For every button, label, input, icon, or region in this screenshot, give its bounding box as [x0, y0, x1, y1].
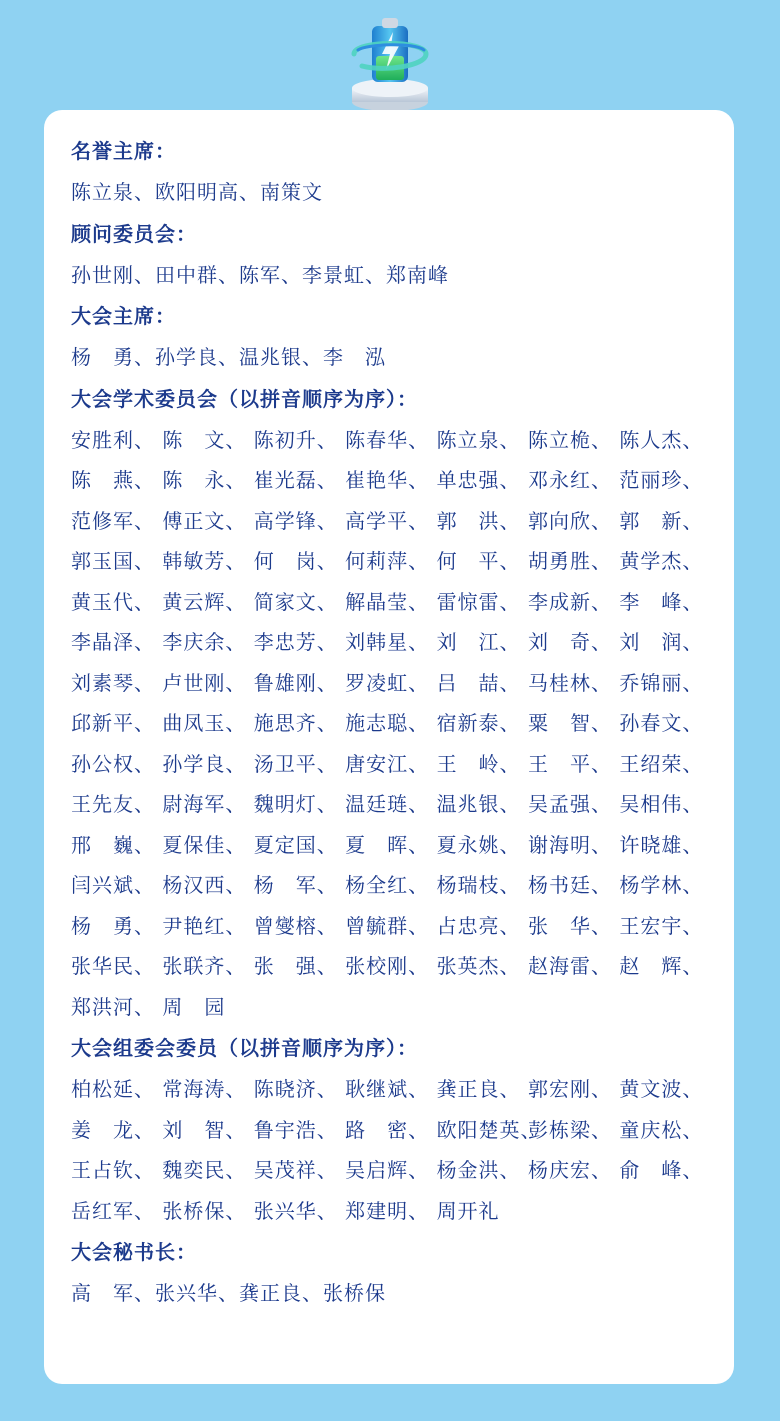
- member-name: 陈立泉、: [436, 427, 521, 452]
- member-name: 赵 辉、: [619, 954, 704, 978]
- member-name: 吴相伟、: [619, 792, 704, 816]
- member-name: 汤卫平、: [253, 751, 338, 776]
- member-name: 范修军、: [71, 508, 155, 533]
- member-name: 张英杰、: [436, 954, 521, 978]
- member-name: 施思齐、: [253, 711, 338, 735]
- member-name: 孙春文、: [619, 711, 704, 735]
- member-name: 高 军、: [71, 1281, 155, 1305]
- member-name: 吴启辉、: [345, 1158, 430, 1182]
- member-name: 杨 军、: [253, 873, 338, 897]
- member-name: 马桂林、: [527, 670, 612, 695]
- member-name: 陈立泉、: [71, 180, 155, 204]
- member-name: 邓永红、: [527, 468, 612, 492]
- member-name: 吕 喆、: [436, 670, 521, 695]
- member-name: 姜 龙、: [71, 1117, 155, 1142]
- member-name: 龚正良、: [436, 1077, 521, 1101]
- member-name: 李庆余、: [162, 630, 247, 654]
- member-name: 刘 润、: [619, 630, 704, 654]
- member-name: 安胜利、: [71, 427, 155, 452]
- member-name: 魏奕民、: [162, 1158, 247, 1182]
- member-name: 龚正良、: [239, 1281, 323, 1305]
- member-name: 田中群、: [155, 262, 239, 287]
- member-name: 李景虹、: [302, 262, 386, 287]
- member-name: 傅正文、: [162, 508, 247, 533]
- member-name: 张联齐、: [162, 954, 247, 978]
- member-name: 王 平、: [527, 751, 612, 776]
- committee-section: [71, 1237, 734, 1314]
- member-name: 曾毓群、: [345, 913, 430, 938]
- section-title: 大会主席：: [71, 304, 176, 328]
- member-name: 杨瑞枝、: [436, 873, 521, 897]
- member-name: 杨 勇、: [71, 345, 155, 369]
- member-name: 彭栋梁、: [527, 1117, 612, 1142]
- member-name: 郑建明、: [345, 1198, 430, 1223]
- member-name: 谢海明、: [527, 832, 612, 857]
- battery-logo-icon: [344, 10, 436, 112]
- member-name: 李晶泽、: [71, 630, 155, 654]
- member-name: 唐安江、: [345, 751, 430, 776]
- member-name: 刘韩星、: [345, 630, 430, 654]
- member-name: 童庆松、: [619, 1117, 704, 1142]
- member-name: 尹艳红、: [162, 913, 247, 938]
- member-name: 夏永姚、: [436, 832, 521, 857]
- member-name: 尉海军、: [162, 792, 247, 816]
- committee-section: [71, 384, 734, 1028]
- member-name: 郑南峰: [386, 262, 449, 287]
- member-name: 许晓雄、: [619, 832, 704, 857]
- section-title: 名誉主席：: [71, 139, 176, 163]
- committee-section: [71, 1033, 734, 1231]
- member-name: 王宏宇、: [619, 913, 704, 938]
- member-name: 夏定国、: [253, 832, 338, 857]
- member-name: 宿新泰、: [436, 711, 521, 735]
- name-list: [71, 337, 711, 378]
- member-name: 王先友、: [71, 792, 155, 816]
- member-name: 张桥保: [323, 1281, 386, 1305]
- name-list: [71, 1069, 711, 1231]
- member-name: 张兴华、: [155, 1281, 239, 1305]
- member-name: 陈春华、: [345, 427, 430, 452]
- member-name: 韩敏芳、: [162, 549, 247, 573]
- member-name: 陈 文、: [162, 427, 247, 452]
- member-name: 高学锋、: [253, 508, 338, 533]
- member-name: 欧阳楚英、: [436, 1117, 542, 1142]
- member-name: 杨汉西、: [162, 873, 247, 897]
- section-title: 顾问委员会：: [71, 221, 197, 246]
- member-name: 邢 巍、: [71, 832, 155, 857]
- member-name: 吴孟强、: [527, 792, 612, 816]
- member-name: 李 峰、: [619, 589, 704, 614]
- member-name: 陈军、: [239, 262, 302, 287]
- name-list: [71, 255, 711, 296]
- member-name: 郭向欣、: [527, 508, 612, 533]
- member-name: 郑洪河、: [71, 994, 155, 1019]
- member-name: 粟 智、: [527, 711, 612, 735]
- member-name: 李成新、: [527, 589, 612, 614]
- committee-section: [71, 219, 734, 296]
- section-title: 大会组委会委员（以拼音顺序为序）：: [71, 1036, 418, 1060]
- member-name: 杨金洪、: [436, 1158, 521, 1182]
- member-name: 鲁雄刚、: [253, 670, 338, 695]
- member-name: 何 平、: [436, 549, 521, 573]
- member-name: 杨 勇、: [71, 913, 155, 938]
- member-name: 张 强、: [253, 954, 338, 978]
- member-name: 路 密、: [345, 1117, 430, 1142]
- member-name: 南策文: [260, 180, 323, 204]
- member-name: 闫兴斌、: [71, 873, 155, 897]
- member-name: 陈立桅、: [527, 427, 612, 452]
- member-name: 郭玉国、: [71, 549, 155, 573]
- member-name: 柏松延、: [71, 1077, 155, 1101]
- committee-section: [71, 301, 734, 378]
- member-name: 鲁宇浩、: [253, 1117, 338, 1142]
- member-name: 温廷琏、: [345, 792, 430, 816]
- member-name: 孙学良、: [162, 751, 247, 776]
- member-name: 高学平、: [345, 508, 430, 533]
- member-name: 赵海雷、: [527, 954, 612, 978]
- member-name: 李忠芳、: [253, 630, 338, 654]
- member-name: 杨书廷、: [527, 873, 612, 897]
- member-name: 刘 江、: [436, 630, 521, 654]
- member-name: 张兴华、: [253, 1198, 338, 1223]
- member-name: 杨庆宏、: [527, 1158, 612, 1182]
- member-name: 郭宏刚、: [527, 1077, 612, 1101]
- member-name: 耿继斌、: [345, 1077, 430, 1101]
- member-name: 杨全红、: [345, 873, 430, 897]
- member-name: 陈晓济、: [253, 1077, 338, 1101]
- member-name: 李 泓: [323, 345, 386, 369]
- member-name: 王 岭、: [436, 751, 521, 776]
- member-name: 张校刚、: [345, 954, 430, 978]
- member-name: 刘 奇、: [527, 630, 612, 654]
- member-name: 孙学良、: [155, 345, 239, 369]
- member-name: 王占钦、: [71, 1158, 155, 1182]
- member-name: 孙公权、: [71, 751, 155, 776]
- member-name: 吴茂祥、: [253, 1158, 338, 1182]
- member-name: 王绍荣、: [619, 751, 704, 776]
- member-name: 胡勇胜、: [527, 549, 612, 573]
- member-name: 温兆银、: [239, 345, 323, 369]
- member-name: 黄学杰、: [619, 549, 704, 573]
- member-name: 雷惊雷、: [436, 589, 521, 614]
- member-name: 夏保佳、: [162, 832, 247, 857]
- member-name: 岳红军、: [71, 1198, 155, 1223]
- name-list: [71, 172, 711, 213]
- member-name: 施志聪、: [345, 711, 430, 735]
- member-name: 杨学林、: [619, 873, 704, 897]
- committee-card: [44, 110, 734, 1384]
- member-name: 罗凌虹、: [345, 670, 430, 695]
- member-name: 单忠强、: [436, 468, 521, 492]
- member-name: 何莉萍、: [345, 549, 430, 573]
- member-name: 陈 永、: [162, 468, 247, 492]
- member-name: 占忠亮、: [436, 913, 521, 938]
- member-name: 乔锦丽、: [619, 670, 704, 695]
- section-title: 大会学术委员会（以拼音顺序为序）：: [71, 386, 418, 411]
- member-name: 卢世刚、: [162, 670, 247, 695]
- member-name: 夏 晖、: [345, 832, 430, 857]
- member-name: 周开礼: [436, 1198, 500, 1223]
- member-name: 何 岗、: [253, 549, 338, 573]
- member-name: 张华民、: [71, 954, 155, 978]
- member-name: 魏明灯、: [253, 792, 338, 816]
- member-name: 刘素琴、: [71, 670, 155, 695]
- member-name: 孙世刚、: [71, 262, 155, 287]
- member-name: 周 园: [162, 994, 226, 1019]
- member-name: 黄文波、: [619, 1077, 704, 1101]
- member-name: 刘 智、: [162, 1117, 247, 1142]
- member-name: 郭 新、: [619, 508, 704, 533]
- member-name: 崔光磊、: [253, 468, 338, 492]
- member-name: 简家文、: [253, 589, 338, 614]
- member-name: 张 华、: [527, 913, 612, 938]
- member-name: 曾燮榕、: [253, 913, 338, 938]
- member-name: 黄玉代、: [71, 589, 155, 614]
- member-name: 欧阳明高、: [155, 180, 260, 204]
- name-list: [71, 1273, 711, 1314]
- member-name: 范丽珍、: [619, 468, 704, 492]
- member-name: 解晶莹、: [345, 589, 430, 614]
- member-name: 温兆银、: [436, 792, 521, 816]
- member-name: 陈人杰、: [619, 427, 704, 452]
- member-name: 常海涛、: [162, 1077, 247, 1101]
- member-name: 崔艳华、: [345, 468, 430, 492]
- member-name: 邱新平、: [71, 711, 155, 735]
- member-name: 张桥保、: [162, 1198, 247, 1223]
- member-name: 曲凤玉、: [162, 711, 247, 735]
- section-title: 大会秘书长：: [71, 1240, 197, 1264]
- member-name: 陈 燕、: [71, 468, 155, 492]
- name-list: [71, 420, 711, 1028]
- member-name: 郭 洪、: [436, 508, 521, 533]
- member-name: 俞 峰、: [619, 1158, 704, 1182]
- member-name: 陈初升、: [253, 427, 338, 452]
- committee-section: [71, 136, 734, 213]
- member-name: 黄云辉、: [162, 589, 247, 614]
